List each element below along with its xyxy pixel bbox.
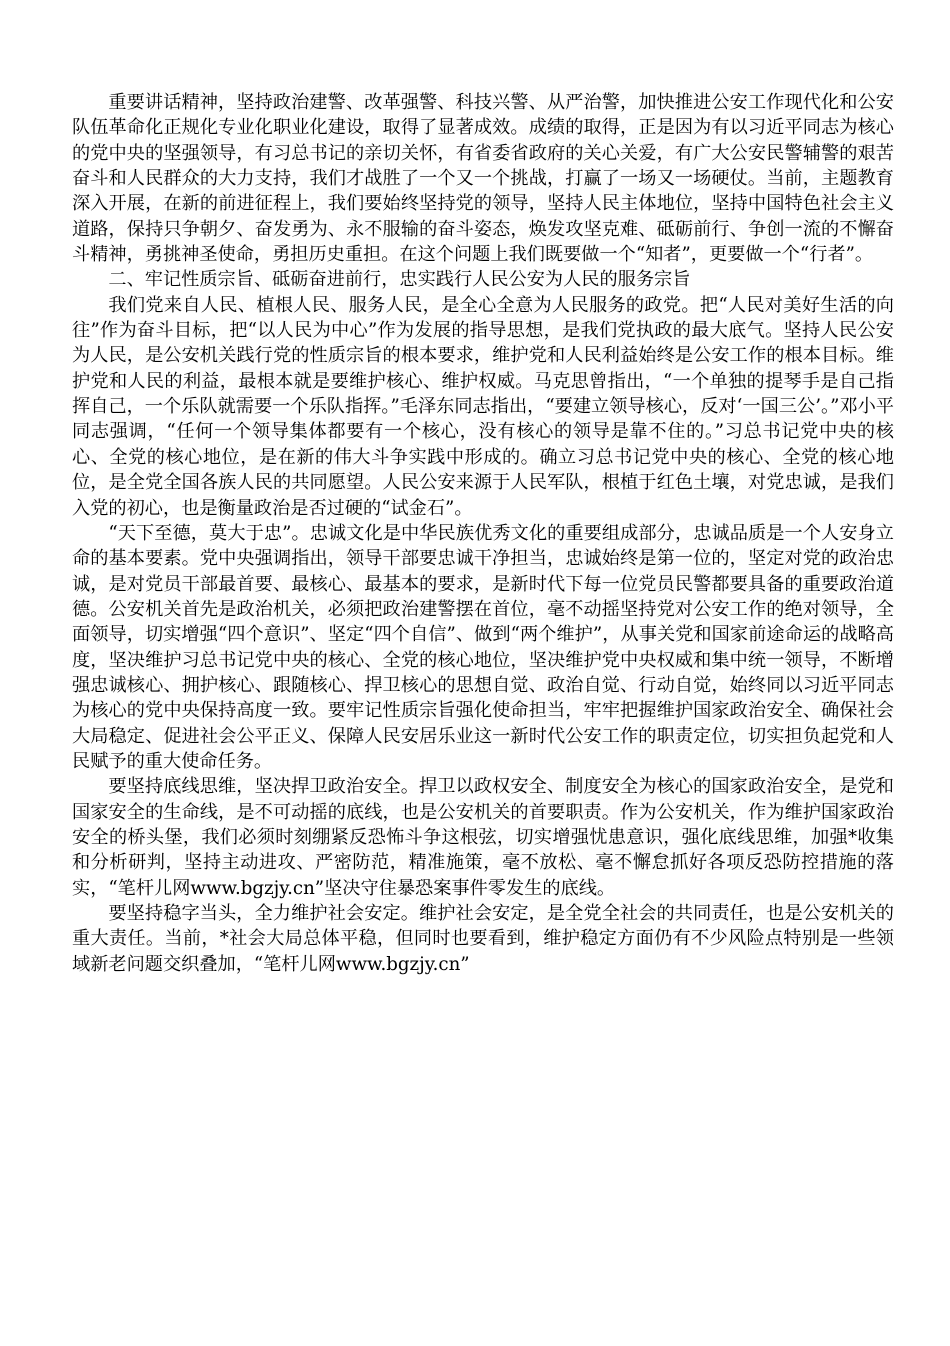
paragraph-party-people: 我们党来自人民、植根人民、服务人民，是全心全意为人民服务的政党。把“人民对美好生活的向往”作为奋斗目标，把“以人民为中心”作为发展的指导思想，是我们党执政的最大底气。坚持人民公安为人民，是公安机关践行党的性质宗旨的根本要求，维护党和人民利益始终是公安工作的根本目标。维护党和人民的利益，最根本就是要维护核心、维护权威。马克思曾指出，“一个单独的提琴手是自己指挥自己，一个乐队就需要一个乐队指挥。”毛泽东同志指出，“要建立领导核心，反对‘一国三公’。”邓小平同志强调，“任何一个领导集体都要有一个核心，没有核心的领导是靠不住的。”习总书记党中央的核心、全党的核心地位，是在新的伟大斗争实践中形成的。确立习总书记党中央的核心、全党的核心地位，是全党全国各族人民的共同愿望。人民公安来源于人民军队，根植于红色土壤，对党忠诚，是我们入党的初心，也是衡量政治是否过硬的“试金石”。 <box>72 294 894 519</box>
section-heading-2: 二、牢记性质宗旨、砥砺奋进前行，忠实践行人民公安为人民的服务宗旨 <box>108 269 691 291</box>
document-body <box>72 90 894 977</box>
paragraph-political-security: 要坚持底线思维，坚决捍卫政治安全。捍卫以政权安全、制度安全为核心的国家政治安全，是党和国家安全的生命线，是不可动摇的底线，也是公安机关的首要职责。作为公安机关，作为维护国家政治安全的桥头堡，我们必须时刻绷紧反恐怖斗争这根弦，切实增强忧患意识，强化底线思维，加强*收集和分析研判，坚持主动进攻、严密防范，精准施策，毫不放松、毫不懈怠抓好各项反恐防控措施的落实，“笔杆儿网www.bgzjy.cn”坚决守住暴恐案事件零发生的底线。 <box>72 776 894 899</box>
paragraph-intro: 重要讲话精神，坚持政治建警、改革强警、科技兴警、从严治警，加快推进公安工作现代化和公安队伍革命化正规化专业化职业化建设，取得了显著成效。成绩的取得，正是因为有以习近平同志为核心的党中央的坚强领导，有习总书记的亲切关怀，有省委省政府的关心关爱，有广大公安民警辅警的艰苦奋斗和人民群众的大力支持，我们才战胜了一个又一个挑战，打赢了一场又一场硬仗。当前，主题教育深入开展，在新的前进征程上，我们要始终坚持党的领导，坚持人民主体地位，坚持中国特色社会主义道路，保持只争朝夕、奋发勇为、永不服输的奋斗姿态，焕发攻坚克难、砥砺前行、争创一流的不懈奋斗精神，勇挑神圣使命，勇担历史重担。在这个问题上我们既要做一个“知者”，更要做一个“行者”。 <box>72 92 894 266</box>
paragraph-social-stability: 要坚持稳字当头，全力维护社会安定。维护社会安定，是全党全社会的共同责任，也是公安机关的重大责任。当前，*社会大局总体平稳，但同时也要看到，维护稳定方面仍有不少风险点特别是一些领域新老问题交织叠加，“笔杆儿网www.bgzjy.cn” <box>72 903 894 975</box>
paragraph-loyalty: “天下至德，莫大于忠”。忠诚文化是中华民族优秀文化的重要组成部分，忠诚品质是一个人安身立命的基本要素。党中央强调指出，领导干部要忠诚干净担当，忠诚始终是第一位的，坚定对党的政治忠诚，是对党员干部最首要、最核心、最基本的要求，是新时代下每一位党员民警都要具备的重要政治道德。公安机关首先是政治机关，必须把政治建警摆在首位，毫不动摇坚持党对公安工作的绝对领导，全面领导，切实增强“四个意识”、坚定“四个自信”、做到“两个维护”，从事关党和国家前途命运的战略高度，坚决维护习总书记党中央的核心、全党的核心地位，坚决维护党中央权威和集中统一领导，不断增强忠诚核心、拥护核心、跟随核心、捍卫核心的思想自觉、政治自觉、行动自觉，始终同以习近平同志为核心的党中央保持高度一致。要牢记性质宗旨强化使命担当，牢牢把握维护国家政治安全、确保社会大局稳定、促进社会公平正义、保障人民安居乐业这一新时代公安工作的职责定位，切实担负起党和人民赋予的重大使命任务。 <box>72 522 894 772</box>
